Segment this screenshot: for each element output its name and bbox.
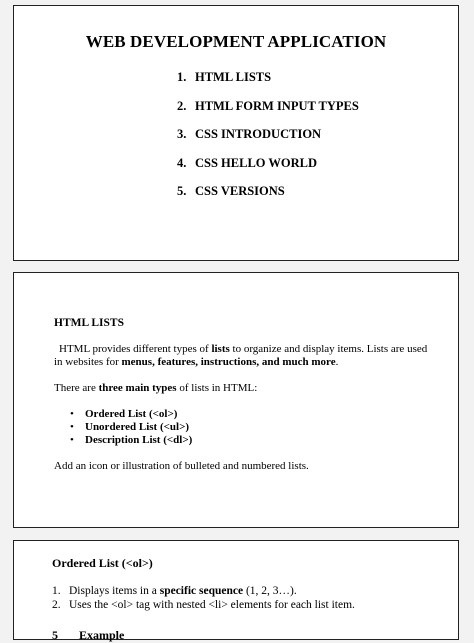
types-paragraph: There are three main types of lists in HTML: bbox=[54, 382, 258, 394]
list-item: 2. Uses the <ol> tag with nested <li> elements for each list item. bbox=[52, 599, 355, 611]
list-item: 1. Displays items in a specific sequence (1, 2, 3…). bbox=[52, 585, 297, 597]
topic-item: 3. CSS INTRODUCTION bbox=[177, 127, 322, 141]
intro-paragraph: HTML provides different types of lists to organize and display items. Lists are used in websites for menus, features, instructions, and much more. bbox=[54, 343, 428, 368]
list-item: • Description List (<dl>) bbox=[70, 434, 193, 446]
slide-1 bbox=[13, 5, 459, 261]
topic-item: 4. CSS HELLO WORLD bbox=[177, 155, 318, 170]
bullet-icon: • bbox=[70, 408, 74, 420]
slide-3 bbox=[13, 540, 459, 640]
cut-off-heading: 5 Example bbox=[52, 628, 125, 642]
section-heading: Ordered List (<ol>) bbox=[52, 556, 153, 570]
list-item: • Unordered List (<ul>) bbox=[70, 421, 190, 433]
topic-item: 1. HTML LISTS bbox=[177, 70, 272, 84]
topic-item: 5. CSS VERSIONS bbox=[177, 184, 285, 198]
section-heading: HTML LISTS bbox=[54, 317, 124, 329]
ordered-list-points bbox=[52, 584, 355, 612]
slide-title: WEB DEVELOPMENT APPLICATION bbox=[85, 32, 387, 51]
slide-2 bbox=[13, 272, 459, 528]
list-item: • Ordered List (<ol>) bbox=[70, 408, 178, 420]
bullet-icon: • bbox=[70, 434, 74, 446]
list-types bbox=[70, 408, 428, 447]
topic-item: 2. HTML FORM INPUT TYPES bbox=[177, 98, 359, 113]
topic-list bbox=[177, 70, 359, 213]
bullet-icon: • bbox=[70, 421, 74, 433]
note-paragraph: Add an icon or illustration of bulleted and numbered lists. bbox=[54, 460, 309, 472]
